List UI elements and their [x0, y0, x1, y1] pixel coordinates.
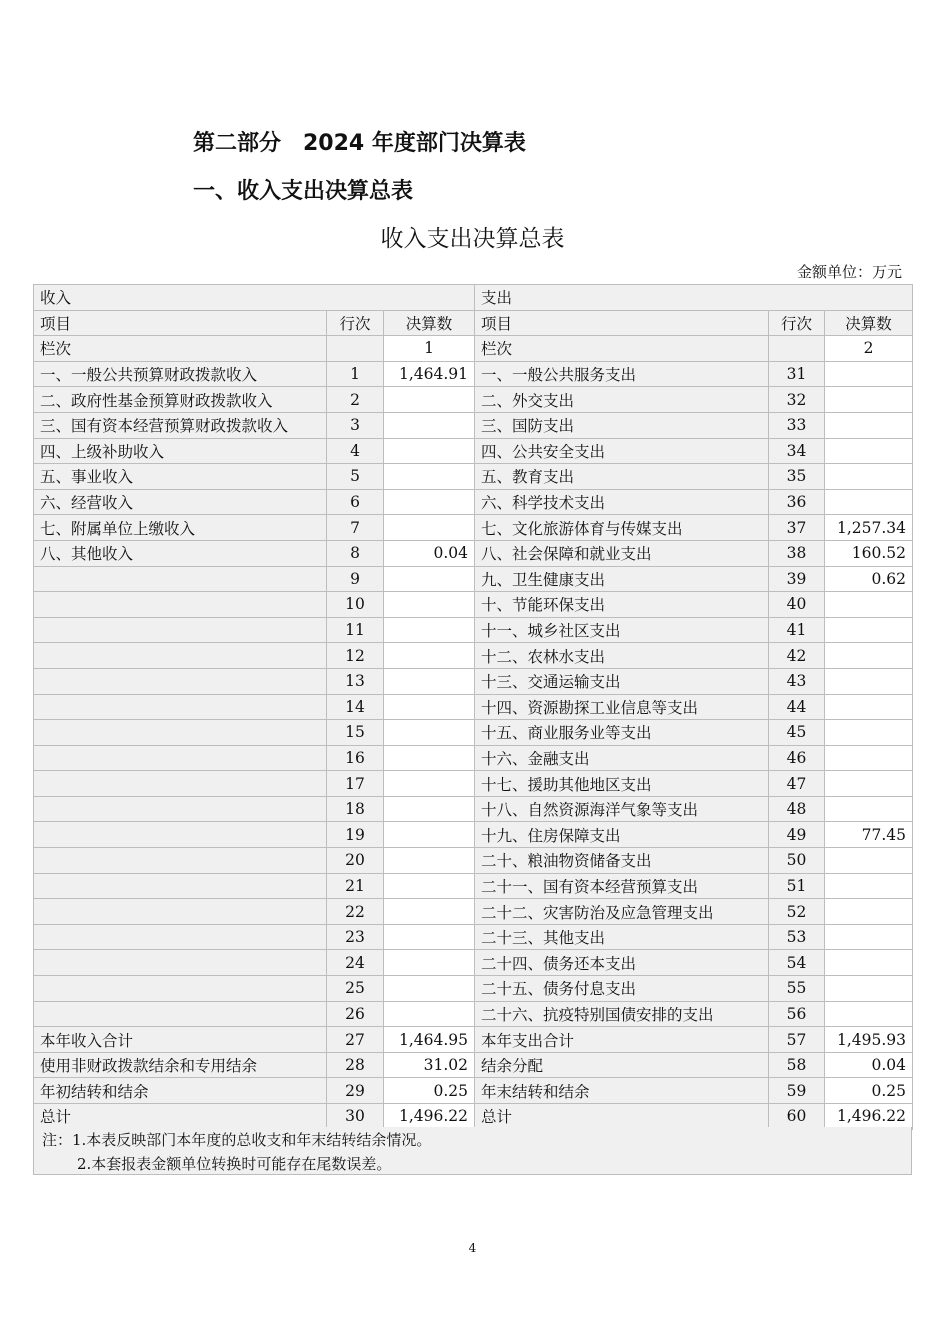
table-title: 收入支出决算总表	[380, 226, 565, 252]
income-item-cell	[34, 566, 327, 592]
expense-item-cell: 二十五、债务付息支出	[475, 976, 769, 1002]
income-amount-cell	[384, 796, 475, 822]
income-item-cell: 五、事业收入	[34, 464, 327, 490]
income-amount-cell	[384, 976, 475, 1002]
table-row	[34, 592, 913, 618]
income-row-no-cell: 29	[327, 1078, 384, 1104]
income-row-no-cell: 26	[327, 1001, 384, 1027]
expense-item-cell: 二、外交支出	[475, 387, 769, 413]
income-row-no-cell: 9	[327, 566, 384, 592]
expense-amount-cell: 0.62	[825, 566, 913, 592]
income-row-no-cell: 22	[327, 899, 384, 925]
income-item-cell: 八、其他收入	[34, 540, 327, 566]
income-amount-cell	[384, 848, 475, 874]
income-item-cell: 四、上级补助收入	[34, 438, 327, 464]
table-row	[34, 796, 913, 822]
expense-item-cell: 年末结转和结余	[475, 1078, 769, 1104]
expense-row-no-cell: 55	[769, 976, 825, 1002]
income-item-cell	[34, 745, 327, 771]
income-amount-cell	[384, 643, 475, 669]
income-row-no-cell: 21	[327, 873, 384, 899]
income-row-no-cell: 18	[327, 796, 384, 822]
income-item-cell	[34, 720, 327, 746]
income-item-cell	[34, 694, 327, 720]
income-column-number: 1	[384, 336, 475, 362]
income-amount-cell	[384, 592, 475, 618]
income-row-no-cell: 10	[327, 592, 384, 618]
expense-row-no-cell: 51	[769, 873, 825, 899]
income-column-label: 栏次	[34, 336, 327, 362]
expense-amount-header: 决算数	[825, 310, 913, 336]
income-amount-cell: 1,464.95	[384, 1027, 475, 1053]
part-heading: 第二部分 2024 年度部门决算表	[193, 131, 526, 156]
income-amount-cell	[384, 387, 475, 413]
income-item-cell	[34, 796, 327, 822]
expense-row-no-cell: 40	[769, 592, 825, 618]
income-item-cell: 本年收入合计	[34, 1027, 327, 1053]
expense-amount-cell	[825, 387, 913, 413]
income-amount-cell	[384, 464, 475, 490]
expense-row-no-cell: 32	[769, 387, 825, 413]
table-row	[34, 668, 913, 694]
expense-row-no-cell: 36	[769, 489, 825, 515]
expense-row-no-cell: 37	[769, 515, 825, 541]
expense-row-no-cell: 31	[769, 361, 825, 387]
income-item-cell: 七、附属单位上缴收入	[34, 515, 327, 541]
table-row	[34, 617, 913, 643]
expense-item-cell: 十一、城乡社区支出	[475, 617, 769, 643]
expense-item-cell: 一、一般公共服务支出	[475, 361, 769, 387]
income-row-no-cell: 24	[327, 950, 384, 976]
header-row-columns	[34, 310, 913, 336]
expense-amount-cell	[825, 950, 913, 976]
expense-item-cell: 三、国防支出	[475, 412, 769, 438]
expense-row-no-cell: 43	[769, 668, 825, 694]
expense-item-cell: 总计	[475, 1104, 769, 1130]
table-row	[34, 515, 913, 541]
expense-amount-cell: 0.04	[825, 1052, 913, 1078]
income-amount-cell	[384, 617, 475, 643]
table-row	[34, 1052, 913, 1078]
income-item-cell	[34, 1001, 327, 1027]
table-row	[34, 694, 913, 720]
table-row	[34, 1001, 913, 1027]
income-row-no-cell: 4	[327, 438, 384, 464]
expense-item-cell: 十四、资源勘探工业信息等支出	[475, 694, 769, 720]
income-row-no-cell: 17	[327, 771, 384, 797]
expense-item-cell: 结余分配	[475, 1052, 769, 1078]
income-amount-cell: 31.02	[384, 1052, 475, 1078]
income-amount-cell: 1,464.91	[384, 361, 475, 387]
table-row	[34, 899, 913, 925]
expense-amount-cell	[825, 848, 913, 874]
income-amount-cell	[384, 566, 475, 592]
expense-item-header: 项目	[475, 310, 769, 336]
income-amount-cell: 1,496.22	[384, 1104, 475, 1130]
expense-item-cell: 十、节能环保支出	[475, 592, 769, 618]
expense-amount-cell	[825, 592, 913, 618]
income-amount-header: 决算数	[384, 310, 475, 336]
income-item-cell	[34, 848, 327, 874]
note-2: 2.本套报表金额单位转换时可能存在尾数误差。	[77, 1155, 392, 1173]
expense-row-no-cell: 35	[769, 464, 825, 490]
expense-amount-cell	[825, 720, 913, 746]
income-item-cell: 二、政府性基金预算财政拨款收入	[34, 387, 327, 413]
expense-item-cell: 十二、农林水支出	[475, 643, 769, 669]
income-amount-cell	[384, 873, 475, 899]
income-row-no-header: 行次	[327, 310, 384, 336]
table-row	[34, 924, 913, 950]
income-amount-cell	[384, 720, 475, 746]
table-row	[34, 540, 913, 566]
income-amount-cell: 0.04	[384, 540, 475, 566]
income-row-no-cell: 27	[327, 1027, 384, 1053]
income-item-cell: 三、国有资本经营预算财政拨款收入	[34, 412, 327, 438]
expense-amount-cell	[825, 976, 913, 1002]
income-amount-cell	[384, 438, 475, 464]
income-amount-cell	[384, 668, 475, 694]
expense-item-cell: 五、教育支出	[475, 464, 769, 490]
expense-row-no-cell: 58	[769, 1052, 825, 1078]
table-row	[34, 361, 913, 387]
expense-row-no-cell: 41	[769, 617, 825, 643]
table-row	[34, 771, 913, 797]
expense-row-no-cell: 33	[769, 412, 825, 438]
table-row	[34, 566, 913, 592]
income-row-no-cell: 12	[327, 643, 384, 669]
expense-amount-cell: 1,495.93	[825, 1027, 913, 1053]
income-amount-cell	[384, 924, 475, 950]
expense-row-no-cell: 38	[769, 540, 825, 566]
column-number-row	[34, 336, 913, 362]
table-row	[34, 950, 913, 976]
expense-amount-cell	[825, 412, 913, 438]
expense-item-cell: 二十三、其他支出	[475, 924, 769, 950]
table-row	[34, 848, 913, 874]
income-row-no-cell: 7	[327, 515, 384, 541]
table-row	[34, 720, 913, 746]
income-expense-table	[33, 284, 913, 1130]
expense-header: 支出	[475, 285, 913, 311]
expense-amount-cell	[825, 873, 913, 899]
expense-item-cell: 十五、商业服务业等支出	[475, 720, 769, 746]
income-column-empty	[327, 336, 384, 362]
expense-amount-cell	[825, 361, 913, 387]
income-amount-cell	[384, 950, 475, 976]
expense-row-no-cell: 34	[769, 438, 825, 464]
income-amount-cell	[384, 515, 475, 541]
income-row-no-cell: 16	[327, 745, 384, 771]
table-row	[34, 643, 913, 669]
income-amount-cell	[384, 822, 475, 848]
expense-item-cell: 本年支出合计	[475, 1027, 769, 1053]
expense-row-no-cell: 47	[769, 771, 825, 797]
expense-row-no-cell: 52	[769, 899, 825, 925]
income-row-no-cell: 20	[327, 848, 384, 874]
expense-column-number: 2	[825, 336, 913, 362]
page-number: 4	[468, 1241, 477, 1255]
income-row-no-cell: 13	[327, 668, 384, 694]
income-amount-cell	[384, 745, 475, 771]
income-item-cell	[34, 976, 327, 1002]
income-item-cell	[34, 668, 327, 694]
income-row-no-cell: 1	[327, 361, 384, 387]
expense-item-cell: 二十二、灾害防治及应急管理支出	[475, 899, 769, 925]
expense-amount-cell	[825, 464, 913, 490]
income-item-cell	[34, 617, 327, 643]
income-row-no-cell: 28	[327, 1052, 384, 1078]
income-row-no-cell: 6	[327, 489, 384, 515]
unit-label: 金额单位：万元	[796, 263, 902, 281]
expense-amount-cell	[825, 899, 913, 925]
expense-row-no-cell: 39	[769, 566, 825, 592]
expense-amount-cell	[825, 668, 913, 694]
income-item-header: 项目	[34, 310, 327, 336]
income-item-cell: 六、经营收入	[34, 489, 327, 515]
table-row	[34, 438, 913, 464]
expense-row-no-cell: 45	[769, 720, 825, 746]
income-amount-cell	[384, 412, 475, 438]
income-item-cell	[34, 592, 327, 618]
table-row	[34, 1078, 913, 1104]
expense-item-cell: 七、文化旅游体育与传媒支出	[475, 515, 769, 541]
table-row	[34, 387, 913, 413]
expense-item-cell: 四、公共安全支出	[475, 438, 769, 464]
header-row-section	[34, 285, 913, 311]
income-row-no-cell: 5	[327, 464, 384, 490]
expense-amount-cell: 0.25	[825, 1078, 913, 1104]
expense-amount-cell	[825, 924, 913, 950]
income-row-no-cell: 3	[327, 412, 384, 438]
income-header: 收入	[34, 285, 475, 311]
income-item-cell: 一、一般公共预算财政拨款收入	[34, 361, 327, 387]
expense-item-cell: 十三、交通运输支出	[475, 668, 769, 694]
expense-item-cell: 九、卫生健康支出	[475, 566, 769, 592]
table-row	[34, 822, 913, 848]
income-amount-cell: 0.25	[384, 1078, 475, 1104]
expense-amount-cell	[825, 489, 913, 515]
section-heading: 一、收入支出决算总表	[193, 179, 414, 204]
expense-item-cell: 八、社会保障和就业支出	[475, 540, 769, 566]
income-amount-cell	[384, 1001, 475, 1027]
expense-row-no-cell: 48	[769, 796, 825, 822]
income-row-no-cell: 14	[327, 694, 384, 720]
income-item-cell: 年初结转和结余	[34, 1078, 327, 1104]
expense-amount-cell	[825, 694, 913, 720]
expense-item-cell: 二十一、国有资本经营预算支出	[475, 873, 769, 899]
expense-row-no-cell: 60	[769, 1104, 825, 1130]
table-row	[34, 976, 913, 1002]
table-notes	[33, 1127, 912, 1175]
table-row	[34, 464, 913, 490]
expense-amount-cell	[825, 796, 913, 822]
expense-amount-cell	[825, 771, 913, 797]
expense-row-no-header: 行次	[769, 310, 825, 336]
expense-row-no-cell: 59	[769, 1078, 825, 1104]
income-amount-cell	[384, 489, 475, 515]
table-row	[34, 745, 913, 771]
expense-amount-cell	[825, 1001, 913, 1027]
income-row-no-cell: 30	[327, 1104, 384, 1130]
expense-amount-cell	[825, 438, 913, 464]
expense-row-no-cell: 49	[769, 822, 825, 848]
income-amount-cell	[384, 771, 475, 797]
expense-row-no-cell: 42	[769, 643, 825, 669]
table-row	[34, 489, 913, 515]
income-amount-cell	[384, 694, 475, 720]
expense-amount-cell: 160.52	[825, 540, 913, 566]
expense-amount-cell: 1,496.22	[825, 1104, 913, 1130]
income-item-cell: 使用非财政拨款结余和专用结余	[34, 1052, 327, 1078]
income-row-no-cell: 19	[327, 822, 384, 848]
expense-row-no-cell: 53	[769, 924, 825, 950]
table-row	[34, 1027, 913, 1053]
expense-amount-cell: 1,257.34	[825, 515, 913, 541]
income-item-cell	[34, 873, 327, 899]
expense-row-no-cell: 56	[769, 1001, 825, 1027]
income-row-no-cell: 23	[327, 924, 384, 950]
table-row	[34, 873, 913, 899]
income-item-cell	[34, 822, 327, 848]
expense-row-no-cell: 50	[769, 848, 825, 874]
expense-item-cell: 二十四、债务还本支出	[475, 950, 769, 976]
expense-item-cell: 十七、援助其他地区支出	[475, 771, 769, 797]
expense-item-cell: 十八、自然资源海洋气象等支出	[475, 796, 769, 822]
expense-item-cell: 六、科学技术支出	[475, 489, 769, 515]
expense-row-no-cell: 54	[769, 950, 825, 976]
expense-item-cell: 二十六、抗疫特别国债安排的支出	[475, 1001, 769, 1027]
income-row-no-cell: 8	[327, 540, 384, 566]
income-item-cell	[34, 771, 327, 797]
expense-amount-cell	[825, 643, 913, 669]
expense-amount-cell: 77.45	[825, 822, 913, 848]
table-row	[34, 412, 913, 438]
income-item-cell	[34, 643, 327, 669]
income-row-no-cell: 15	[327, 720, 384, 746]
expense-row-no-cell: 46	[769, 745, 825, 771]
note-1: 注：1.本表反映部门本年度的总收支和年末结转结余情况。	[42, 1131, 432, 1149]
income-row-no-cell: 11	[327, 617, 384, 643]
expense-row-no-cell: 57	[769, 1027, 825, 1053]
income-item-cell	[34, 924, 327, 950]
income-item-cell	[34, 899, 327, 925]
income-item-cell: 总计	[34, 1104, 327, 1130]
expense-amount-cell	[825, 617, 913, 643]
income-amount-cell	[384, 899, 475, 925]
income-row-no-cell: 2	[327, 387, 384, 413]
table-row	[34, 1104, 913, 1130]
expense-item-cell: 十九、住房保障支出	[475, 822, 769, 848]
expense-item-cell: 十六、金融支出	[475, 745, 769, 771]
expense-row-no-cell: 44	[769, 694, 825, 720]
income-row-no-cell: 25	[327, 976, 384, 1002]
expense-item-cell: 二十、粮油物资储备支出	[475, 848, 769, 874]
expense-column-label: 栏次	[475, 336, 769, 362]
expense-amount-cell	[825, 745, 913, 771]
income-item-cell	[34, 950, 327, 976]
expense-column-empty	[769, 336, 825, 362]
